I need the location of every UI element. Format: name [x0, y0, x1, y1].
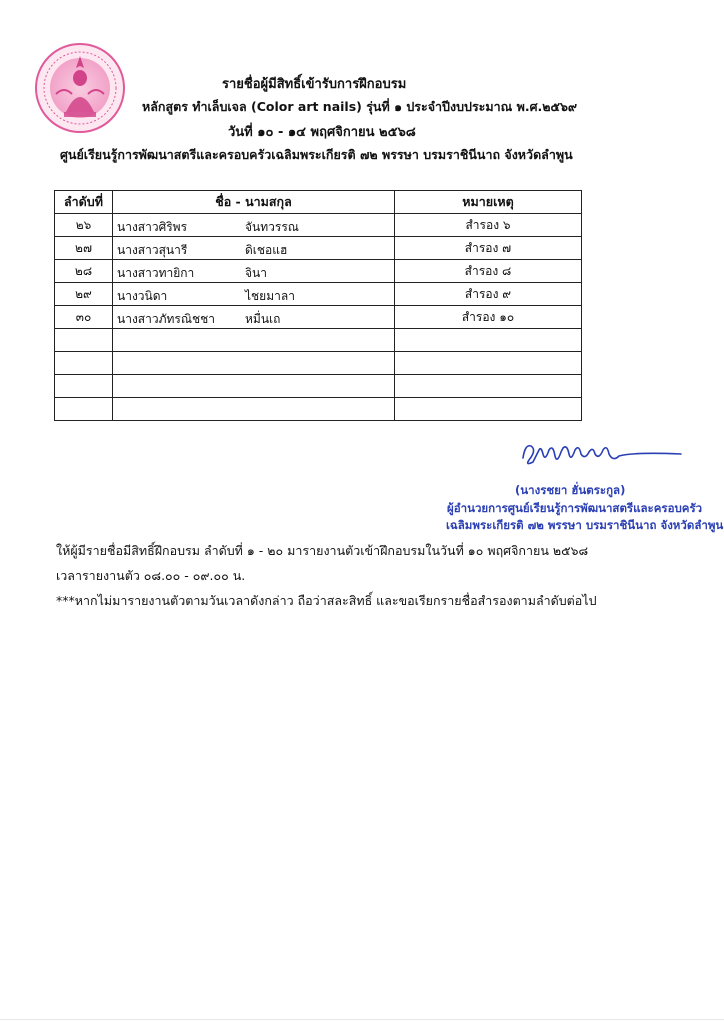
header-no: ลำดับที่	[55, 191, 113, 214]
empty-cell	[113, 375, 395, 398]
report-instruction: ให้ผู้มีรายชื่อมีสิทธิ์ฝึกอบรม ลำดับที่ ๑ - ๒๐ มารายงานตัวเข้าฝึกอบรมในวันที่ ๑๐ พฤศจิกายน ๒๕๖๘	[56, 543, 589, 558]
first-name: นางสาวภัทรณิชชา	[117, 312, 216, 326]
table-body	[55, 214, 582, 421]
document-title: รายชื่อผู้มีสิทธิ์เข้ารับการฝึกอบรม	[222, 77, 407, 92]
signer-position-line1: ผู้อำนวยการศูนย์เรียนรู้การพัฒนาสตรีและครอบครัว	[447, 501, 703, 515]
forfeit-note: ***หากไม่มารายงานตัวตามวันเวลาดังกล่าว ถือว่าสละสิทธิ์ และขอเรียกรายชื่อสำรองตามลำดับต่อไป	[56, 593, 597, 608]
table-row	[55, 283, 582, 306]
row-remark: สำรอง ๖	[395, 214, 582, 237]
row-name-cell	[113, 214, 395, 237]
last-name: จินา	[245, 266, 267, 280]
signer-name: (นางรชยา ฮั่นตระกูล)	[515, 483, 626, 497]
page-bottom-edge	[0, 1019, 724, 1020]
row-remark: สำรอง ๑๐	[395, 306, 582, 329]
row-number: ๒๘	[55, 260, 113, 283]
row-number: ๒๗	[55, 237, 113, 260]
empty-table-row	[55, 352, 582, 375]
row-number: ๒๙	[55, 283, 113, 306]
center-line: ศูนย์เรียนรู้การพัฒนาสตรีและครอบครัวเฉลิมพระเกียรติ ๗๒ พรรษา บรมราชินีนาถ จังหวัดลำพูน	[60, 147, 573, 162]
course-line: หลักสูตร ทำเล็บเจล (Color art nails) รุ่นที่ ๑ ประจำปีงบประมาณ พ.ศ.๒๕๖๙	[142, 99, 578, 114]
royal-emblem-seal-icon	[34, 42, 126, 134]
row-number: ๒๖	[55, 214, 113, 237]
signer-position-line2: เฉลิมพระเกียรติ ๗๒ พรรษา บรมราชินีนาถ จังหวัดลำพูน	[446, 518, 724, 532]
empty-table-row	[55, 375, 582, 398]
empty-cell	[395, 329, 582, 352]
participants-table	[54, 190, 582, 421]
last-name: ไชยมาลา	[245, 289, 295, 303]
empty-cell	[55, 398, 113, 421]
first-name: นางวนิดา	[117, 289, 168, 303]
row-name-cell	[113, 260, 395, 283]
report-time: เวลารายงานตัว ๐๘.๐๐ - ๐๙.๐๐ น.	[56, 568, 246, 583]
empty-cell	[55, 375, 113, 398]
row-remark: สำรอง ๙	[395, 283, 582, 306]
table-row	[55, 214, 582, 237]
row-name-cell	[113, 306, 395, 329]
empty-cell	[113, 352, 395, 375]
date-line: วันที่ ๑๐ - ๑๔ พฤศจิกายน ๒๕๖๘	[228, 125, 416, 140]
empty-table-row	[55, 329, 582, 352]
empty-cell	[113, 398, 395, 421]
empty-cell	[55, 329, 113, 352]
first-name: นางสาวทายิกา	[117, 266, 195, 280]
empty-cell	[55, 352, 113, 375]
row-remark: สำรอง ๗	[395, 237, 582, 260]
first-name: นางสาวศิริพร	[117, 220, 188, 234]
empty-table-row	[55, 398, 582, 421]
handwritten-signature	[515, 436, 685, 476]
table-row	[55, 260, 582, 283]
empty-cell	[395, 375, 582, 398]
empty-cell	[395, 398, 582, 421]
last-name: จันทวรรณ	[245, 220, 299, 234]
empty-cell	[395, 352, 582, 375]
header-name: ชื่อ - นามสกุล	[113, 191, 395, 214]
empty-cell	[113, 329, 395, 352]
header-remark: หมายเหตุ	[395, 191, 582, 214]
table-row	[55, 237, 582, 260]
last-name: หมื่นเถ	[245, 312, 281, 326]
row-name-cell	[113, 283, 395, 306]
row-name-cell	[113, 237, 395, 260]
row-number: ๓๐	[55, 306, 113, 329]
last-name: ดิเชอแฮ	[245, 243, 288, 257]
row-remark: สำรอง ๘	[395, 260, 582, 283]
table-row	[55, 306, 582, 329]
first-name: นางสาวสุนารี	[117, 243, 188, 257]
table-header-row	[55, 191, 582, 214]
